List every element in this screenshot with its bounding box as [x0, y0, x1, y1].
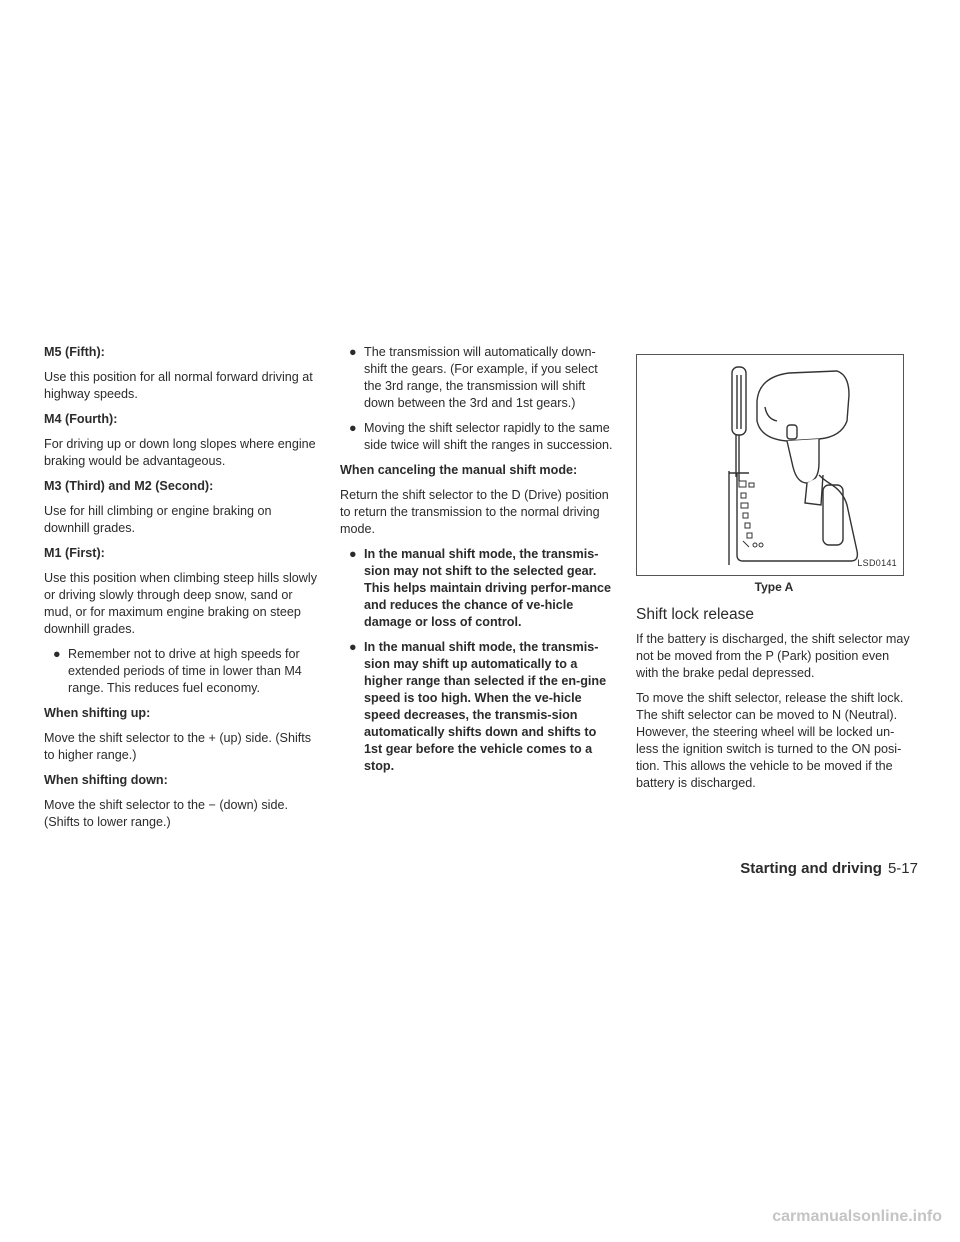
shift-down-text: Move the shift selector to the − (down) side. (Shifts to lower range.): [44, 798, 288, 829]
shift-down-heading: When shifting down:: [44, 773, 168, 787]
watermark: carmanualsonline.info: [772, 1208, 942, 1225]
section-title: Shift lock release: [636, 606, 755, 623]
m1-text: Use this position when climbing steep hills slowly or driving slowly through deep snow, sand or mud, or for maximum engine braking on steep downhill grades.: [44, 571, 317, 636]
bullet-text: In the manual shift mode, the transmis-sion may not shift to the selected gear. This helps maintain driving perfor-mance and reduces the chance of ve-hicle damage or loss of control.: [364, 547, 612, 629]
bullet-icon: ●: [349, 421, 357, 435]
shift-lock-figure: [636, 354, 904, 576]
bullet-text: In the manual shift mode, the transmis-sion may shift up automatically to a higher range than selected if the en-gine speed is too high. When the ve-hicle speed decreases, the transmis-sion automatically shifts down and shifts to 1st gear before the vehicle comes to a stop.: [364, 640, 607, 773]
shift-up-heading: When shifting up:: [44, 706, 151, 720]
bullet-text: Remember not to drive at high speeds for extended periods of time in lower than M4 range. This reduces fuel economy.: [68, 647, 302, 695]
shift-lock-para-1: If the battery is discharged, the shift selector may not be moved from the P (Park) position even with the brake pedal depressed.: [636, 632, 910, 680]
shift-up-text: Move the shift selector to the + (up) side. (Shifts to higher range.): [44, 731, 312, 762]
bullet-icon: ●: [53, 647, 61, 661]
column-left: [44, 344, 320, 839]
gear-position-markers: [739, 481, 763, 547]
column-right: [636, 344, 912, 800]
m3m2-text: Use for hill climbing or engine braking on downhill grades.: [44, 504, 272, 535]
bullet-icon: ●: [349, 640, 357, 654]
bullet-item: [340, 420, 616, 454]
bullet-item: [44, 646, 320, 697]
figure-caption: Type A: [754, 580, 794, 594]
m5-text: Use this position for all normal forward driving at highway speeds.: [44, 370, 313, 401]
m3m2-heading: M3 (Third) and M2 (Second):: [44, 479, 214, 493]
bullet-icon: ●: [349, 547, 357, 561]
page-number: 5-17: [887, 860, 918, 877]
figure-code: LSD0141: [857, 558, 897, 568]
bullet-item-warning: [340, 639, 616, 775]
bullet-item: [340, 344, 616, 412]
bullet-text: The transmission will automatically down-shift the gears. (For example, if you select the 3rd range, the transmission will shift down between the 3rd and 1st gears.): [364, 345, 598, 410]
screwdriver-icon: [732, 367, 746, 481]
m5-heading: M5 (Fifth):: [44, 345, 105, 359]
bullet-item-warning: [340, 546, 616, 631]
column-middle: [340, 344, 616, 783]
shift-lever-illustration: [637, 355, 903, 575]
cancel-heading: When canceling the manual shift mode:: [340, 463, 578, 477]
bullet-icon: ●: [349, 345, 357, 359]
cancel-text: Return the shift selector to the D (Drive) position to return the transmission to the normal driving mode.: [340, 488, 609, 536]
page-footer: [740, 860, 918, 877]
footer-section-title: Starting and driving: [740, 860, 882, 877]
shift-lock-para-2: To move the shift selector, release the shift lock. The shift selector can be moved to N (Neutral). However, the steering wheel will be locked un-less the ignition switch is turned to the ON posi-tion. This allows the vehicle to be moved if the battery is discharged.: [636, 691, 904, 790]
bullet-text: Moving the shift selector rapidly to the same side twice will shift the ranges in succession.: [364, 421, 613, 452]
m4-text: For driving up or down long slopes where engine braking would be advantageous.: [44, 437, 316, 468]
m4-heading: M4 (Fourth):: [44, 412, 118, 426]
m1-heading: M1 (First):: [44, 546, 105, 560]
